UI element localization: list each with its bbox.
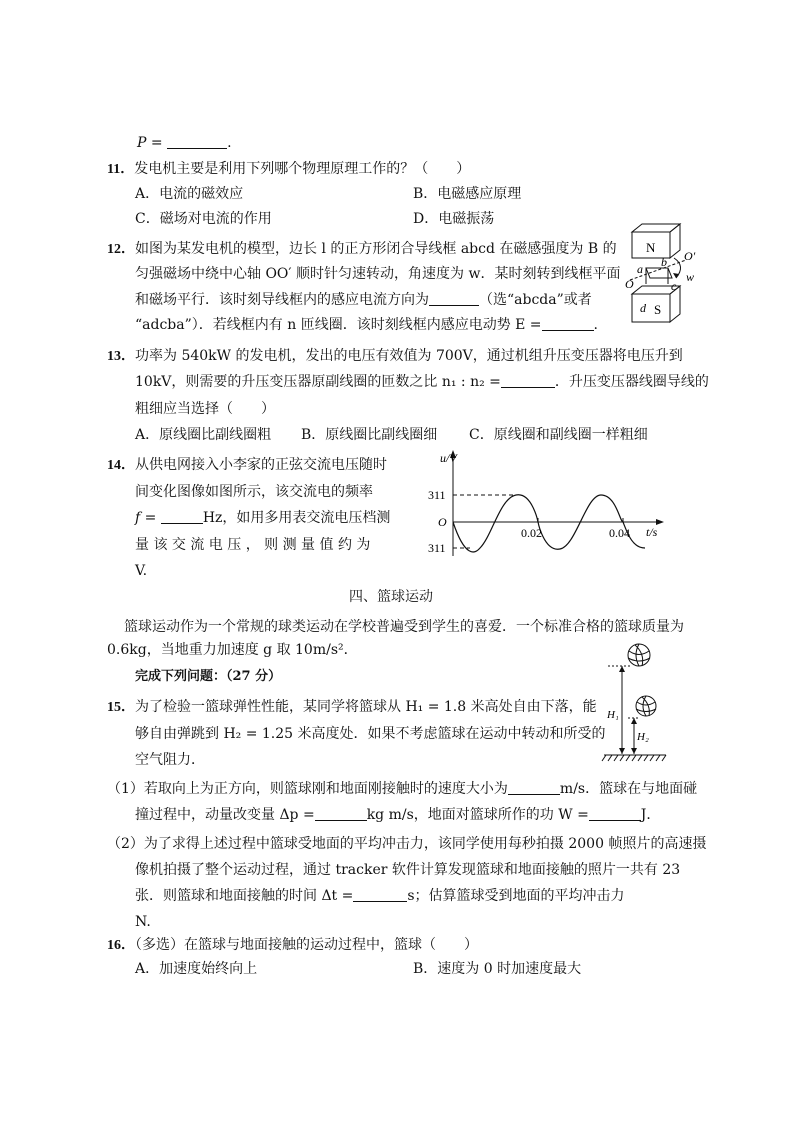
question-number: 13． — [107, 349, 135, 364]
impact-speed-blank[interactable] — [508, 780, 560, 795]
question-text: s；估算篮球受到地面的平均冲击力 — [407, 888, 625, 904]
question-text: 功率为 540kW 的发电机，发出的电压有效值为 700V，通过机组升压变压器将电压升到 — [135, 348, 683, 364]
question-text: J． — [640, 807, 661, 823]
question-stem: （多选）在篮球与地面接触的运动过程中，篮球（ ） — [135, 937, 478, 953]
question-12-line2: 匀强磁场中绕中心轴 OO′ 顺时针匀速转动，角速度为 w．某时刻转到线框平面 — [135, 266, 621, 282]
section-intro-line1: 篮球运动作为一个常规的球类运动在学校普遍受到学生的喜爱．一个标准合格的篮球质量为 — [124, 619, 684, 635]
q13-option-c[interactable]: C．原线圈和副线圈一样粗细 — [469, 427, 648, 443]
q11-option-c[interactable]: C．磁场对电流的作用 — [135, 211, 272, 227]
section-intro-line2: 0.6kg，当地重力加速度 g 取 10m/s²． — [107, 642, 358, 658]
voltage-time-graph — [420, 448, 670, 560]
question-text: 为了求得上述过程中篮球受地面的平均冲击力，该同学使用每秒拍摄 2000 帧照片的高速摄 — [143, 836, 707, 852]
origin-label: O — [438, 515, 447, 529]
emf-blank[interactable] — [542, 316, 594, 331]
section-title: 四、篮球运动 — [349, 589, 433, 605]
question-text: f = — [135, 510, 157, 526]
frequency-blank[interactable] — [161, 509, 203, 524]
question-12-line3 — [135, 290, 592, 310]
q15-sub2-line3 — [135, 886, 625, 906]
section-task: 完成下列问题：（27 分） — [135, 669, 282, 684]
question-text: “adcba”）．若线框内有 n 匝线圈．该时刻线框内感应电动势 E = — [135, 317, 542, 333]
x-axis-label: t/s — [646, 525, 658, 539]
question-text: m/s．篮球在与地面碰 — [559, 781, 698, 797]
power-blank[interactable] — [167, 134, 227, 149]
work-blank[interactable] — [589, 806, 641, 821]
q16-option-b[interactable]: B．速度为 0 时加速度最大 — [413, 961, 582, 977]
question-text: 从供电网接入小李家的正弦交流电压随时 — [135, 457, 387, 473]
question-text: 张．则篮球和地面接触的时间 Δt = — [135, 888, 354, 904]
coil-c-label: c — [671, 279, 677, 293]
generator-model-figure — [624, 222, 706, 334]
question-number: 12． — [107, 242, 135, 257]
question-14-line2: 间变化图像如图所示，该交流电的频率 — [135, 484, 373, 500]
question-text: 如图为某发电机的模型，边长 l 的正方形闭合导线框 abcd 在磁感强度为 B 的 — [135, 241, 617, 257]
question-13-line1 — [107, 346, 683, 367]
question-11 — [107, 159, 470, 180]
x-tick-1: 0.02 — [521, 526, 542, 540]
y-tick-negative: 311 — [428, 541, 446, 555]
x-tick-2: 0.04 — [609, 526, 630, 540]
coil-d-label: d — [640, 301, 646, 315]
q15-sub2-line4: N. — [135, 914, 151, 930]
question-15-line3: 空气阻力． — [135, 752, 205, 768]
question-text: 为了检验一篮球弹性性能，某同学将篮球从 H₁ = 1.8 米高处自由下落，能 — [135, 699, 597, 715]
coil-a-label: a — [637, 262, 643, 276]
q15-sub1-line1 — [107, 779, 697, 799]
question-text: （选“abcda”或者 — [479, 292, 592, 308]
angular-speed-label: w — [686, 270, 695, 284]
question-text: ．升压变压器线圈导线的 — [554, 374, 709, 390]
question-text: 10kV，则需要的升压变压器原副线圈的匝数之比 n₁ : n₂ = — [135, 374, 501, 390]
magnet-s-label: S — [654, 302, 662, 317]
q15-sub2-line2: 像机拍摄了整个运动过程，通过 tracker 软件计算发现篮球和地面接触的照片一共有 23 — [135, 862, 681, 878]
question-number: 16． — [107, 938, 135, 953]
question-text: Hz，如用多用表交流电压档测 — [202, 510, 391, 526]
current-direction-blank[interactable] — [429, 291, 479, 306]
question-number: 14． — [107, 458, 135, 473]
y-tick-positive: 311 — [428, 488, 446, 502]
question-16 — [107, 935, 478, 956]
contact-time-blank[interactable] — [353, 887, 407, 902]
basketball-mid-icon — [636, 696, 656, 716]
question-stem: 发电机主要是利用下列哪个物理原理工作的？（ ） — [134, 161, 471, 177]
q13-option-b[interactable]: B．原线圈比副线圈细 — [301, 427, 438, 443]
question-13-line3: 粗细应当选择（ ） — [135, 401, 275, 417]
turns-ratio-blank[interactable] — [501, 373, 555, 388]
subquestion-number: （1） — [107, 781, 144, 797]
question-14-line5: V. — [135, 563, 148, 579]
h1-label: H₁ — [607, 709, 619, 721]
question-text: kg m/s，地面对篮球所作的功 W = — [366, 807, 589, 823]
q15-sub2-line1 — [107, 834, 706, 854]
q15-sub1-line2 — [135, 805, 660, 825]
q16-option-a[interactable]: A．加速度始终向上 — [135, 961, 258, 977]
question-15-line1 — [107, 697, 597, 718]
sine-wave — [453, 495, 645, 552]
question-13-line2 — [135, 372, 709, 392]
question-text: 和磁场平行．该时刻导线框内的感应电流方向为 — [135, 292, 429, 308]
question-text: 若取向上为正方向，则篮球刚和地面刚接触时的速度大小为 — [143, 781, 508, 797]
question-number: 15． — [107, 700, 135, 715]
power-label: P = — [137, 135, 168, 151]
coil-b-label: b — [661, 255, 667, 269]
subquestion-number: （2） — [107, 836, 144, 852]
question-text: 撞过程中，动量改变量 Δp = — [135, 807, 315, 823]
y-axis-label: u/V — [440, 451, 457, 465]
question-number: 11． — [107, 162, 135, 177]
basketball-drop-figure — [600, 642, 680, 766]
q11-option-a[interactable]: A．电流的磁效应 — [135, 186, 244, 202]
power-answer-line — [137, 133, 232, 153]
q11-option-d[interactable]: D．电磁振荡 — [413, 211, 495, 227]
q11-option-b[interactable]: B．电磁感应原理 — [413, 186, 522, 202]
axis-o-prime-label: O′ — [684, 249, 696, 263]
question-12-line4 — [135, 315, 598, 335]
magnet-n-label: N — [646, 240, 656, 255]
question-15-line2: 够自由弹跳到 H₂ = 1.25 米高度处．如果不考虑篮球在运动中转动和所受的 — [135, 726, 606, 742]
question-14-line1 — [107, 455, 387, 476]
question-text: . — [593, 317, 598, 333]
question-14-line4: 量 该 交 流 电 压 ， 则 测 量 值 约 为 — [135, 537, 371, 553]
momentum-change-blank[interactable] — [315, 806, 367, 821]
h2-label: H₂ — [637, 731, 649, 743]
question-12-line1 — [107, 239, 617, 260]
power-tail: . — [227, 135, 232, 151]
q13-option-a[interactable]: A．原线圈比副线圈粗 — [135, 427, 272, 443]
axis-o-label: O — [625, 277, 634, 291]
question-14-line3 — [135, 508, 390, 528]
